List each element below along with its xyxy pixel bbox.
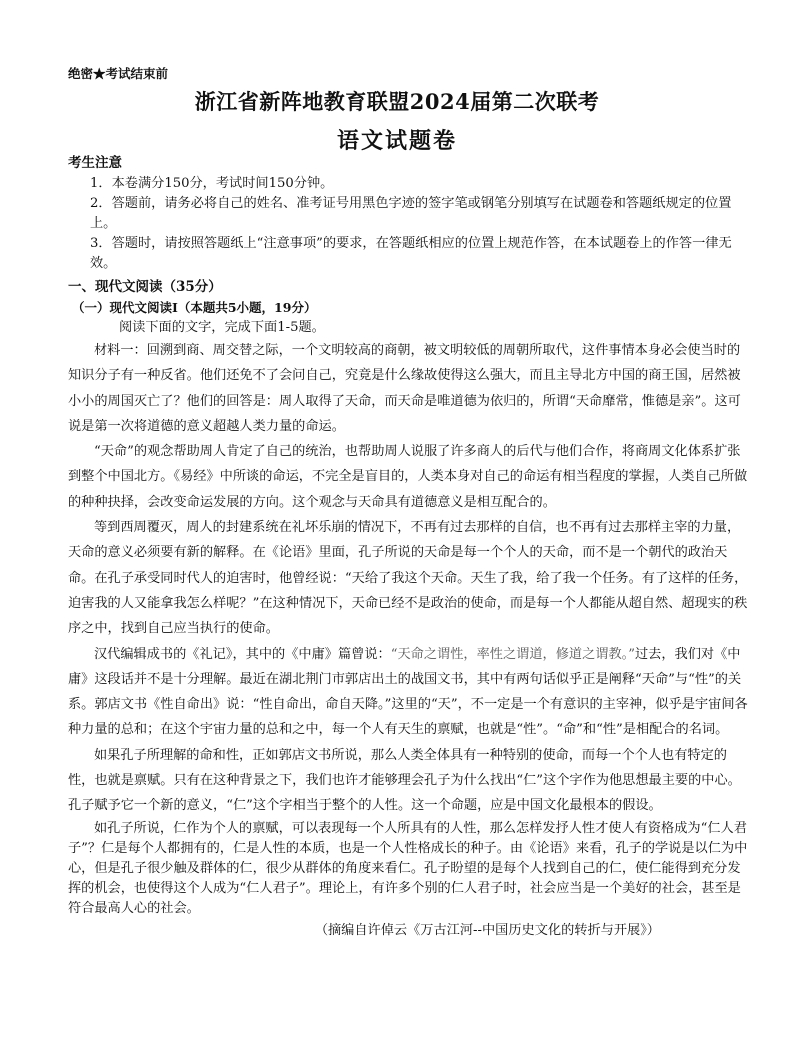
confidential-label: 绝密★考试结束前 xyxy=(68,66,169,81)
page-body xyxy=(68,152,748,943)
source-citation: （摘编自许倬云《万古江河--中国历史文化的转折与开展》） xyxy=(314,922,660,938)
paper-title: 语文试题卷 xyxy=(336,128,457,154)
subsection-heading: （一）现代文阅读I（本题共5小题，19分） xyxy=(72,300,317,315)
material-paragraph-5: 如果孔子所理解的命和性，正如郭店文书所说，那么人类全体具有一种特别的使命，而每一个个人也有特定的性，也就是禀赋。只有在这种背景之下，我们也许才能够理会孔子为什么找出“仁”这个字作为他思想最主要的中心。孔子赋予它一个新的意义，“仁”这个字相当于整个的人性。这一个命题，应是中国文化最根本的假设。 xyxy=(68,747,741,814)
material-paragraph-2: “天命”的观念帮助周人肯定了自己的统治，也帮助周人说服了许多商人的后代与他们合作，将商周文化体系扩张到整个中国北方。《易经》中所谈的命运，不完全是盲目的，人类本身对自己的命运有相当程度的掌握，人类自己所做的种种抉择，会改变命运发展的方向。这个观念与天命具有道德意义是相互配合的。 xyxy=(68,444,748,510)
material-paragraph-4 xyxy=(68,642,748,743)
material-paragraph-1: 材料一：回溯到商、周交替之际，一个文明较高的商朝，被文明较低的周朝所取代，这件事情本身必会使当时的知识分子有一种反省。他们还免不了会问自己，究竟是什么缘故使得这么强大，而且主导北方中国的商王国，居然被小小的周国灭亡了？他们的回答是：周人取得了天命，而天命是唯道德为依归的，所谓“天命靡常，惟德是亲”。这可说是第一次将道德的意义超越人类力量的命运。 xyxy=(68,343,741,434)
section-heading: 一、现代文阅读（35分） xyxy=(68,279,222,295)
paragraph-4-lead: 汉代编辑成书的《礼记》，其中的《中庸》篇曾说： xyxy=(94,646,391,662)
reading-instruction: 阅读下面的文字，完成下面1-5题。 xyxy=(119,320,325,335)
material-paragraph-6: 如孔子所说，仁作为个人的禀赋，可以表现每一个人所具有的人性，那么怎样发抒人性才使人有资格成为“仁人君子”？仁是每个人都拥有的，仁是人性的本质，也是一个人性格成长的种子。由《论语》来看，孔子的学说是以仁为中心，但是孔子很少触及群体的仁，很少从群体的角度来看仁。孔子盼望的是每个人找到自己的仁，使仁能得到充分发挥的机会，也使得这个人成为“仁人君子”。理论上，有许多个别的仁人君子时，社会应当是一个美好的社会，甚至是符合最高人心的社会。 xyxy=(68,820,748,916)
notice-item-1: 1．本卷满分150分，考试时间150分钟。 xyxy=(90,176,334,191)
paragraph-4-body: 过去，我们对《中庸》这段话并不是十分理解。最近在湖北荆门市郭店出土的战国文书，其中有两句话似乎正是阐释“天命”与“性”的关系。郭店文书《性自命出》说：“性自命出，命自天降。”这里的“天”，不一定是一个有意识的主宰神，似乎是宇宙间各种力量的总和；在这个宇宙力量的总和之中，每一个人有天生的禀赋，也就是“性”。“命”和“性”是相配合的名词。 xyxy=(68,646,748,738)
notice-item-2: 2．答题前，请务必将自己的姓名、准考证号用黑色字迹的签字笔或钢笔分别填写在试题卷和答题纸规定的位置上。 xyxy=(90,196,732,231)
notice-item-3: 3．答题时，请按照答题纸上“注意事项”的要求，在答题纸相应的位置上规范作答，在本试题卷上的作答一律无效。 xyxy=(90,236,732,271)
material-paragraph-3: 等到西周覆灭，周人的封建系统在礼坏乐崩的情况下，不再有过去那样的自信，也不再有过去那样主宰的力量，天命的意义必须要有新的解释。在《论语》里面，孔子所说的天命是每一个个人的天命，而不是一个朝代的政治天命。在孔子承受同时代人的迫害时，他曾经说：“天给了我这个天命。天生了我，给了我一个任务。有了这样的任务，迫害我的人又能拿我怎么样呢？”在这种情况下，天命已经不是政治的使命，而是每一个人都能从超自然、超现实的秩序之中，找到自己应当执行的使命。 xyxy=(68,520,748,637)
zhongyong-quote: “天命之谓性，率性之谓道，修道之谓教。” xyxy=(390,646,635,662)
exam-title: 浙江省新阵地教育联盟2024届第二次联考 xyxy=(194,89,600,114)
notice-heading: 考生注意 xyxy=(68,155,122,171)
